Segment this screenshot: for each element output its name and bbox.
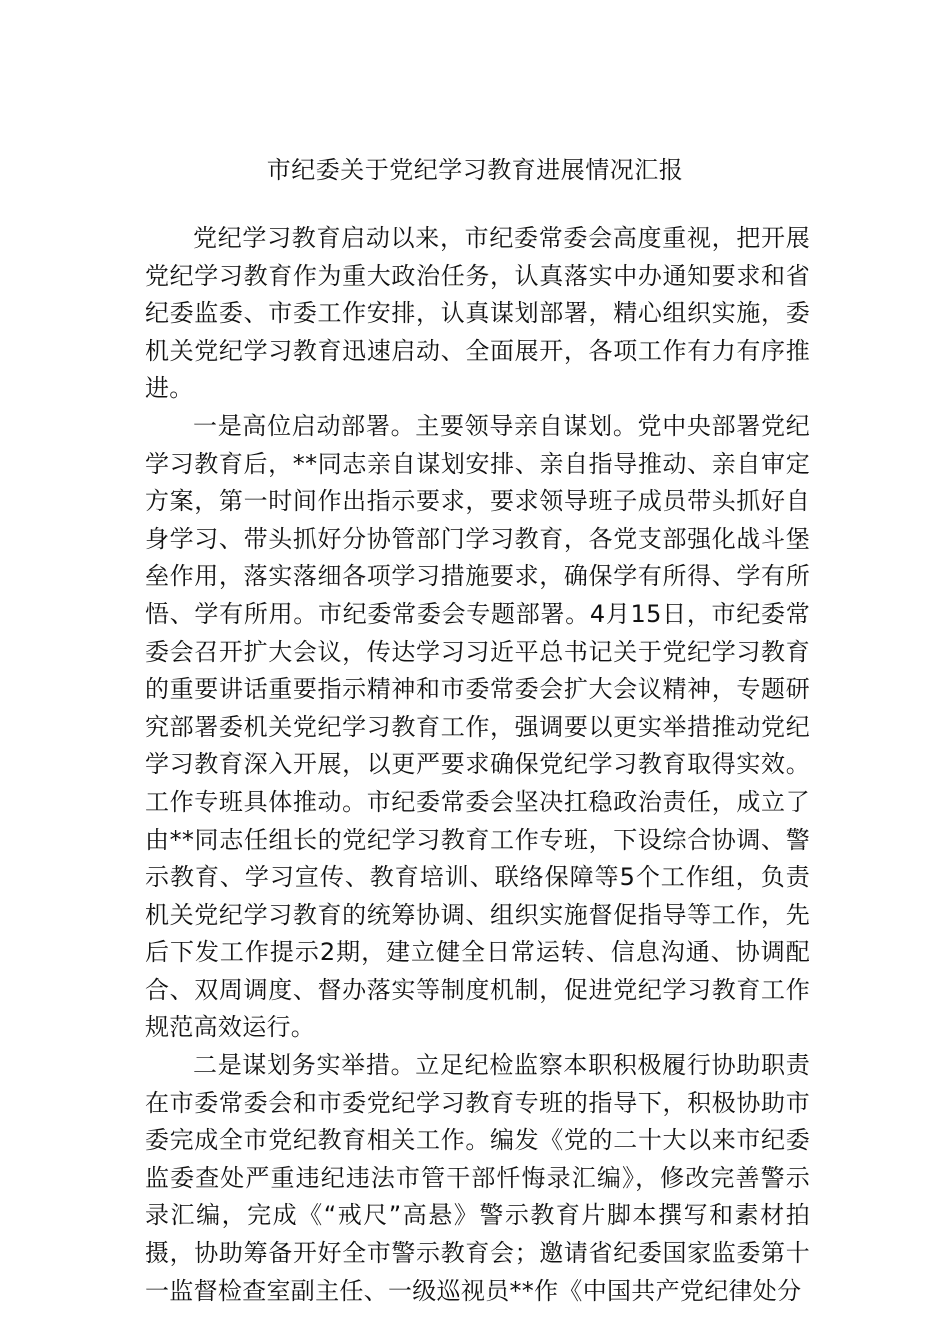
paragraph-measures: 二是谋划务实举措。立足纪检监察本职积极履行协助职责在市委常委会和市委党纪学习教育专班的指导下，积极协助市委完成全市党纪教育相关工作。编发《党的二十大以来市纪委监委查处严重违纪违法市管干部忏悔录汇编》，修改完善警示录汇编，完成《“戒尺”高悬》警示教育片脚本撰写和素材拍摄，协助筹备开好全市警示教育会；邀请省纪委国家监委第十一监督检查室副主任、一级巡视员**作《中国共产党纪律处分 <box>145 1051 810 1305</box>
document-body <box>145 220 810 1310</box>
document-title: 市纪委关于党纪学习教育进展情况汇报 <box>266 156 684 184</box>
paragraph-intro: 党纪学习教育启动以来，市纪委常委会高度重视，把开展党纪学习教育作为重大政治任务，认真落实中办通知要求和省纪委监委、市委工作安排，认真谋划部署，精心组织实施，委机关党纪学习教育迅速启动、全面展开，各项工作有力有序推进。 <box>145 224 810 403</box>
paragraph-deployment: 一是高位启动部署。主要领导亲自谋划。党中央部署党纪学习教育后，**同志亲自谋划安排、亲自指导推动、亲自审定方案，第一时间作出指示要求，要求领导班子成员带头抓好自身学习、带头抓好分协管部门学习教育，各党支部强化战斗堡垒作用，落实落细各项学习措施要求，确保学有所得、学有所悟、学有所用。市纪委常委会专题部署。4月15日，市纪委常委会召开扩大会议，传达学习习近平总书记关于党纪学习教育的重要讲话重要指示精神和市委常委会扩大会议精神，专题研究部署委机关党纪学习教育工作，强调要以更实举措推动党纪学习教育深入开展，以更严要求确保党纪学习教育取得实效。工作专班具体推动。市纪委常委会坚决扛稳政治责任，成立了由**同志任组长的党纪学习教育工作专班，下设综合协调、警示教育、学习宣传、教育培训、联络保障等5个工作组，负责机关党纪学习教育的统筹协调、组织实施督促指导等工作，先后下发工作提示2期，建立健全日常运转、信息沟通、协调配合、双周调度、督办落实等制度机制，促进党纪学习教育工作规范高效运行。 <box>145 411 810 1042</box>
